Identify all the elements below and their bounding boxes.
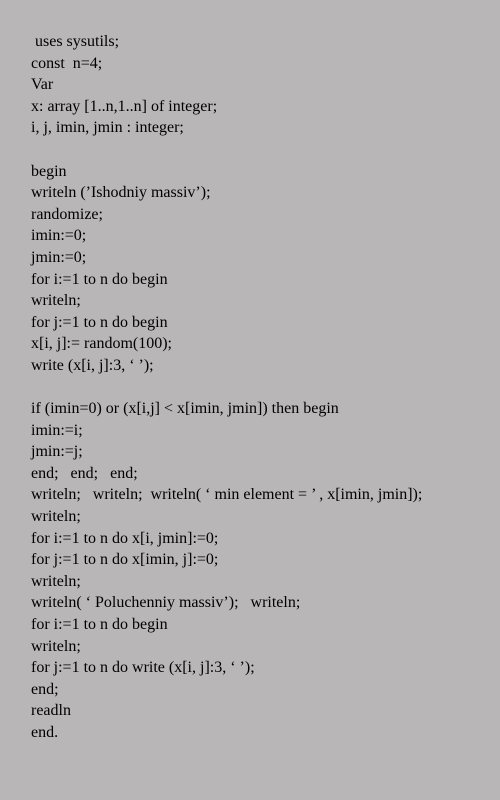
code-line-end-blocks: end; end; end;: [31, 464, 138, 482]
code-line-write-cell: write (x[i, j]:3, ‘ ’);: [31, 356, 154, 374]
code-line-var: Var: [31, 76, 54, 94]
code-line-array-decl: x: array [1..n,1..n] of integer;: [31, 97, 218, 115]
code-line-int-decl: i, j, imin, jmin : integer;: [31, 119, 184, 137]
code-line-writeln-4: writeln;: [31, 637, 81, 655]
code-line-for-j-output: for j:=1 to n do write (x[i, j]:3, ‘ ’);: [31, 659, 255, 677]
code-line-end-output: end;: [31, 680, 59, 698]
code-line-for-j: for j:=1 to n do begin: [31, 313, 168, 331]
code-line-writeln-title: writeln (’Ishodniy massiv’);: [31, 184, 211, 202]
code-line-writeln: writeln;: [31, 292, 81, 310]
code-line-end-program: end.: [31, 724, 59, 741]
code-line-uses: uses sysutils;: [31, 33, 120, 50]
code-line-randomize: randomize;: [31, 205, 103, 223]
code-line-jmin-init: jmin:=0;: [31, 248, 87, 266]
code-line-readln: readln: [31, 702, 71, 720]
code-line-writeln-2: writeln;: [31, 508, 81, 526]
code-line-zero-row: for j:=1 to n do x[imin, j]:=0;: [31, 551, 219, 569]
code-line-jmin-assign: jmin:=j;: [31, 443, 83, 461]
code-line-for-i-output: for i:=1 to n do begin: [31, 616, 168, 634]
blank-line: [31, 377, 500, 399]
code-line-zero-column: for i:=1 to n do x[i, jmin]:=0;: [31, 529, 219, 547]
code-line-random-assign: x[i, j]:= random(100);: [31, 335, 172, 353]
code-line-writeln-result: writeln( ‘ Poluchenniy massiv’); writeln;: [31, 594, 301, 612]
code-line-const: const n=4;: [31, 54, 103, 72]
code-line-writeln-min: writeln; writeln; writeln( ‘ min element = ’ , x[imin, jmin]);: [31, 486, 423, 504]
code-line-imin-assign: imin:=i;: [31, 421, 83, 439]
code-line-begin: begin: [31, 162, 67, 180]
code-line-if-min: if (imin=0) or (x[i,j] < x[imin, jmin]) then begin: [31, 400, 339, 418]
blank-line: [31, 139, 500, 161]
code-line-writeln-3: writeln;: [31, 572, 81, 590]
code-line-imin-init: imin:=0;: [31, 227, 87, 245]
code-line-for-i: for i:=1 to n do begin: [31, 270, 168, 288]
